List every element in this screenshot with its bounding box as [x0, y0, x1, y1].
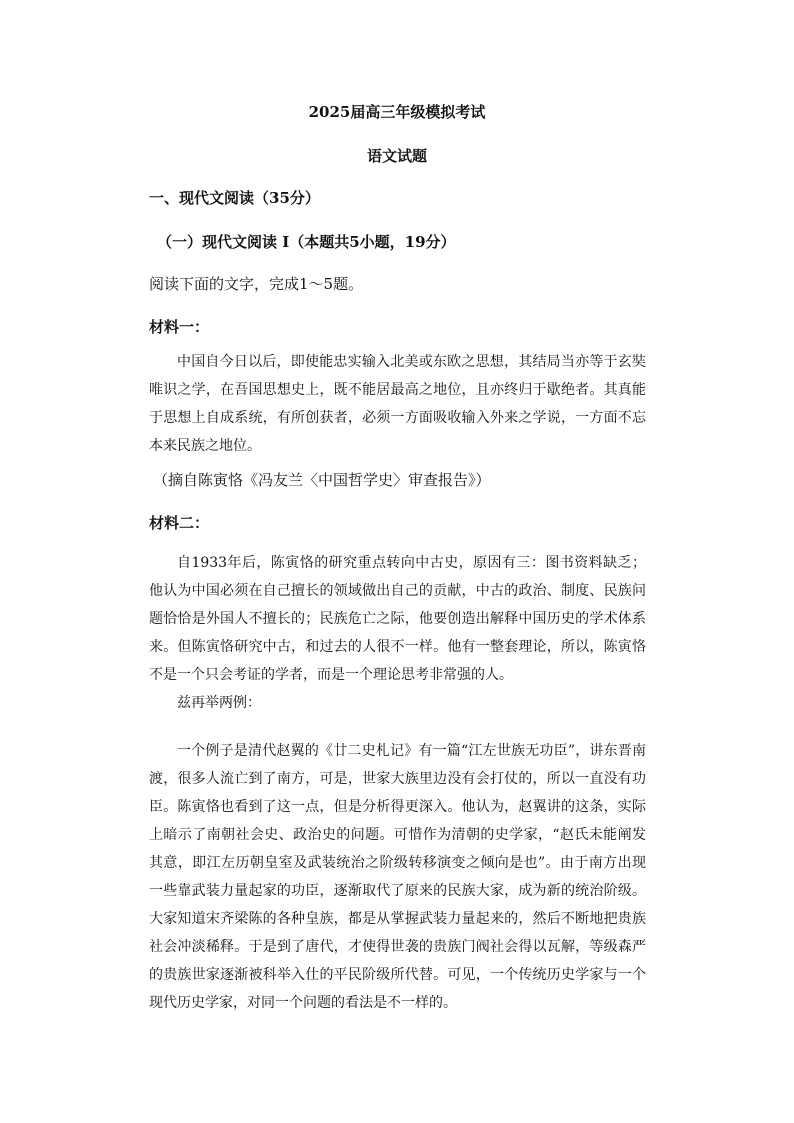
material1-text [149, 348, 646, 460]
exam-title: 2025届高三年级模拟考试 [308, 103, 486, 121]
section-heading: 一、现代文阅读（35分） [149, 189, 320, 207]
material1-label: 材料一： [149, 318, 210, 336]
reading-instruction: 阅读下面的文字，完成1～5题。 [149, 275, 364, 293]
material1-source: （摘自陈寅恪《冯友兰〈中国哲学史〉审查报告》） [153, 471, 491, 489]
material2-text [149, 549, 646, 689]
examples-intro-text: 兹再举两例： [177, 695, 261, 711]
material1-paragraph: 中国自今日以后，即使能忠实输入北美或东欧之思想，其结局当亦等于玄奘唯识之学，在吾国思想史上，既不能居最高之地位，且亦终归于歇绝者。其真能于思想上自成系统，有所创获者，必须一方面吸收输入外来之学说，一方面不忘本来民族之地位。 [149, 354, 646, 454]
exam-subject-title: 语文试题 [366, 147, 427, 165]
example1-text [149, 737, 646, 1017]
examples-intro [149, 689, 646, 717]
subsection-heading: （一）现代文阅读 I（本题共5小题，19分） [157, 233, 456, 251]
material2-paragraph: 自1933年后，陈寅恪的研究重点转向中古史，原因有三：图书资料缺乏；他认为中国必须在自己擅长的领域做出自己的贡献，中古的政治、制度、民族问题恰恰是外国人不擅长的；民族危亡之际，他要创造出解释中国历史的学术体系来。但陈寅恪研究中古，和过去的人很不一样。他有一整套理论，所以，陈寅恪不是一个只会考证的学者，而是一个理论思考非常强的人。 [149, 555, 646, 683]
example1-paragraph: 一个例子是清代赵翼的《廿二史札记》有一篇“江左世族无功臣”，讲东晋南渡，很多人流亡到了南方，可是，世家大族里边没有会打仗的，所以一直没有功臣。陈寅恪也看到了这一点，但是分析得更深入。他认为，赵翼讲的这条，实际上暗示了南朝社会史、政治史的问题。可惜作为清朝的史学家，“赵氏未能阐发其意，即江左历朝皇室及武装统治之阶级转移演变之倾向是也”。由于南方出现一些靠武装力量起家的功臣，逐渐取代了原来的民族大家，成为新的统治阶级。大家知道宋齐梁陈的各种皇族，都是从掌握武装力量起来的，然后不断地把贵族社会冲淡稀释。于是到了唐代，才使得世袭的贵族门阀社会得以瓦解，等级森严的贵族世家逐渐被科举入仕的平民阶级所代替。可见，一个传统历史学家与一个现代历史学家，对同一个问题的看法是不一样的。 [149, 743, 646, 1011]
material2-label: 材料二： [149, 514, 210, 532]
